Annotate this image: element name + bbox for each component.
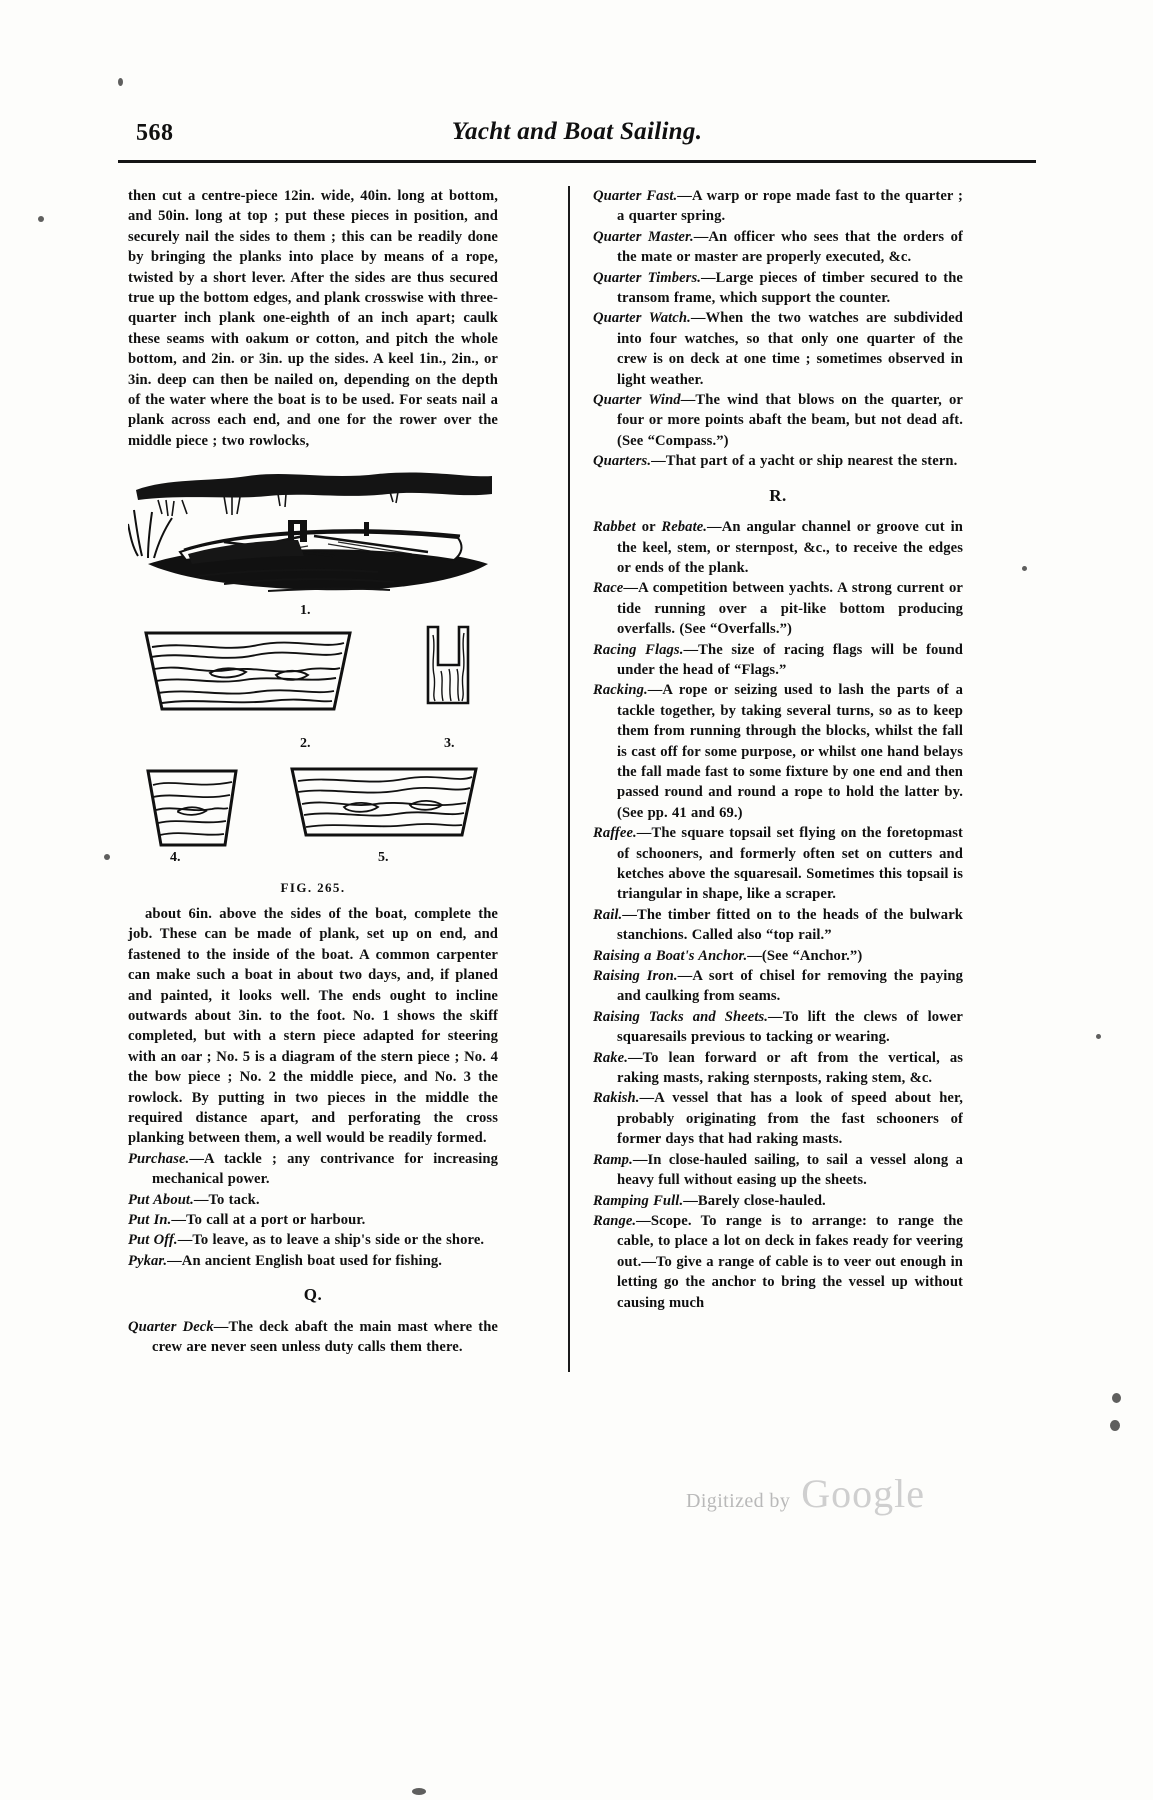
figure-4-and-5-diagrams bbox=[128, 765, 498, 867]
glossary-entry-quarter-watch bbox=[593, 308, 963, 390]
glossary-entry-quarters bbox=[593, 451, 963, 471]
headword: Quarter Fast. bbox=[593, 188, 678, 204]
glossary-entry-raising-iron bbox=[593, 966, 963, 1007]
glossary-entry-put-about bbox=[128, 1190, 498, 1210]
definition: —Barely close-hauled. bbox=[683, 1192, 826, 1209]
figure-265 bbox=[128, 460, 498, 898]
page-header bbox=[118, 118, 1036, 164]
headword: Rail. bbox=[593, 906, 623, 923]
headword: Raising Tacks and Sheets. bbox=[593, 1008, 769, 1025]
headword: Ramp. bbox=[593, 1151, 633, 1168]
glossary-entry-ramping-full bbox=[593, 1191, 963, 1211]
glossary-entry-racing-flags bbox=[593, 640, 963, 681]
glossary-entry-rakish bbox=[593, 1088, 963, 1149]
headword: Range. bbox=[593, 1212, 637, 1229]
google-books-watermark bbox=[686, 1470, 1006, 1530]
definition: —A competition between yachts. A strong current or tide running over a pit-like bottom producing overfalls. (See “Overfalls.”) bbox=[617, 580, 963, 638]
figure-2-and-3-diagrams bbox=[128, 625, 498, 737]
definition: —That part of a yacht or ship nearest the stern. bbox=[651, 453, 958, 470]
right-column bbox=[593, 186, 963, 1313]
glossary-entry-quarter-timbers bbox=[593, 268, 963, 309]
glossary-entry-ramp bbox=[593, 1150, 963, 1191]
section-heading-r: R. bbox=[769, 485, 787, 505]
figure-number-3: 3. bbox=[444, 736, 455, 752]
scan-speck bbox=[412, 1788, 426, 1795]
glossary-entry-racking bbox=[593, 680, 963, 823]
skiff-woodcut-illustration bbox=[128, 460, 498, 600]
headword: Rake. bbox=[593, 1049, 628, 1066]
glossary-entry-rake bbox=[593, 1048, 963, 1089]
definition: —To call at a port or harbour. bbox=[171, 1212, 366, 1228]
headword: Put Off. bbox=[128, 1232, 178, 1249]
glossary-entry-purchase bbox=[128, 1149, 498, 1190]
headword: Rakish. bbox=[593, 1090, 640, 1107]
definition: —The square topsail set flying on the foretopmast of schooners, and formerly often set on cutters and ketches above the squaresail. Sometimes this topsail is triangular in shape, like a scraper. bbox=[617, 825, 963, 903]
watermark-google-logo: Google bbox=[801, 1471, 925, 1516]
glossary-entry-put-in bbox=[128, 1210, 498, 1230]
headword: Raffee. bbox=[593, 825, 637, 842]
headword: Pykar. bbox=[128, 1252, 168, 1269]
definition: —An officer who sees that the orders of the mate or master are properly executed, &c. bbox=[617, 228, 964, 266]
definition: —A tackle ; any contrivance for increasing mechanical power. bbox=[152, 1150, 498, 1188]
definition: —The wind that blows on the quarter, or four or more points abaft the beam, but not dead aft. (See “Compass.”) bbox=[617, 392, 963, 449]
scan-speck bbox=[104, 854, 110, 860]
headword: Racing Flags. bbox=[593, 641, 684, 658]
definition: —To lean forward or aft from the vertical, as raking masts, raking sternposts, raking stem, &c. bbox=[617, 1049, 963, 1087]
glossary-entry-quarter-wind bbox=[593, 390, 963, 451]
glossary-entry-rail bbox=[593, 905, 963, 946]
glossary-entry-quarter-master bbox=[593, 227, 963, 268]
glossary-entry-rabbet bbox=[593, 517, 963, 578]
figure-number-1: 1. bbox=[300, 603, 311, 619]
definition: —To tack. bbox=[193, 1191, 260, 1208]
definition: —The timber fitted on to the heads of the bulwark stanchions. Called also “top rail.” bbox=[617, 906, 963, 944]
glossary-entry-raffee bbox=[593, 823, 963, 905]
definition: —Large pieces of timber secured to the transom frame, which support the counter. bbox=[617, 269, 963, 307]
definition: —(See “Anchor.”) bbox=[747, 947, 863, 964]
definition: —To leave, as to leave a ship's side or the shore. bbox=[177, 1232, 485, 1249]
headword: Put In. bbox=[128, 1212, 172, 1228]
definition: —Scope. To range is to arrange: to range the cable, to place a lot on deck in fakes ready for veering out.—To give a range of cable is to veer out enough in letting go the anchor to bring the vessel up without causing much bbox=[617, 1212, 963, 1311]
headword: Ramping Full. bbox=[593, 1192, 684, 1209]
glossary-entry-raising-a-boats-anchor bbox=[593, 946, 963, 966]
headword: Quarter Watch. bbox=[593, 310, 691, 327]
headword: Purchase. bbox=[128, 1150, 190, 1167]
watermark-digitized-by: Digitized by bbox=[686, 1490, 791, 1512]
column-divider bbox=[568, 186, 570, 1372]
glossary-entry-range bbox=[593, 1211, 963, 1313]
headword-conjunction: or bbox=[635, 519, 662, 536]
scan-speck bbox=[118, 78, 123, 86]
headword: Race bbox=[593, 580, 624, 597]
headword: Quarter Deck bbox=[128, 1318, 214, 1335]
headword: Quarters. bbox=[593, 453, 652, 470]
headword: Racking. bbox=[593, 682, 648, 699]
headword: Quarter Wind bbox=[593, 392, 681, 409]
headword: Raising Iron. bbox=[593, 968, 678, 985]
scan-speck bbox=[1022, 566, 1027, 571]
scan-speck bbox=[1096, 1034, 1101, 1039]
glossary-entry-pykar bbox=[128, 1251, 498, 1271]
headword: Put About. bbox=[128, 1191, 194, 1208]
definition: —The deck abaft the main mast where the crew are never seen unless duty calls them there. bbox=[152, 1318, 499, 1356]
definition: —To lift the clews of lower squaresails previous to tacking or wearing. bbox=[617, 1008, 963, 1046]
figure-number-4: 4. bbox=[170, 850, 181, 866]
definition: —An angular channel or groove cut in the keel, stem, or sternpost, &c., to receive the edges or ends of the plank. bbox=[617, 519, 963, 576]
figure-caption: FIG. 265. bbox=[280, 879, 346, 895]
definition: —In close-hauled sailing, to sail a vessel along a heavy full without easing up the sheets. bbox=[617, 1151, 963, 1189]
glossary-entry-quarter-deck bbox=[128, 1317, 498, 1358]
running-title: Yacht and Boat Sailing. bbox=[451, 118, 703, 145]
headword: Rabbet bbox=[593, 519, 636, 536]
left-column bbox=[128, 186, 498, 1357]
definition: —When the two watches are subdivided into four watches, so that only one quarter of the crew is on deck at one time ; sometimes observed in light weather. bbox=[617, 310, 963, 388]
glossary-entry-put-off bbox=[128, 1230, 498, 1250]
section-heading-q: Q. bbox=[303, 1285, 323, 1305]
glossary-entry-quarter-fast bbox=[593, 186, 963, 227]
headword: Raising a Boat's Anchor. bbox=[593, 947, 748, 964]
headword: Quarter Master. bbox=[593, 228, 694, 245]
header-rule bbox=[118, 160, 1036, 163]
definition: —A sort of chisel for removing the paying and caulking from seams. bbox=[617, 968, 963, 1005]
scan-speck bbox=[38, 216, 44, 222]
headword-alt: Rebate. bbox=[661, 519, 708, 536]
definition: —The size of racing flags will be found under the head of “Flags.” bbox=[617, 641, 964, 678]
definition: —An ancient English boat used for fishing. bbox=[167, 1252, 443, 1269]
after-figure-paragraph: about 6in. above the sides of the boat, complete the job. These can be made of plank, set up on end, and fastened to the inside of the boat. A common carpenter can make such a boat in about two days, and, if planed and painted, it looks well. The ends ought to incline outwards about 3in. to the foot. No. 1 shows the skiff completed, but with a stern piece adapted for steering with an oar ; No. 5 is a diagram of the stern piece ; No. 4 the bow piece ; No. 2 the middle piece, and No. 3 the rowlock. By putting in two pieces in the middle the required distance apart, and perforating the cross planking between them, a well would be readily formed. bbox=[128, 905, 498, 1147]
scan-speck bbox=[1112, 1393, 1121, 1403]
figure-number-5: 5. bbox=[378, 850, 389, 866]
page-number: 568 bbox=[136, 120, 174, 146]
continuation-paragraph: then cut a centre-piece 12in. wide, 40in. long at bottom, and 50in. long at top ; put these pieces in position, and securely nail the sides to them ; this can be readily done by bringing the planks into place by means of a rope, twisted by a short lever. After the sides are thus secured true up the bottom edges, and plank crosswise with three-quarter inch plank one-eighth of an inch apart; caulk these seams with oakum or cotton, and pitch the whole bottom, and 2in. or 3in. up the sides. A keel 1in., 2in., or 3in. deep can then be nailed on, depending on the depth of the water where the boat is to be used. For seats nail a plank across each end, and one for the rower over the middle piece ; two rowlocks, bbox=[128, 188, 498, 449]
definition: —A vessel that has a look of speed about her, probably originating from the fast schooners of former days that had raking masts. bbox=[617, 1090, 963, 1148]
definition: —A warp or rope made fast to the quarter ; a quarter spring. bbox=[617, 188, 963, 225]
headword: Quarter Timbers. bbox=[593, 269, 701, 286]
glossary-entry-raising-tacks-and-sheets bbox=[593, 1007, 963, 1048]
glossary-entry-race bbox=[593, 578, 963, 639]
scan-speck bbox=[1110, 1420, 1120, 1431]
definition: —A rope or seizing used to lash the parts of a tackle together, by taking several turns, so as to keep them from running through the blocks, whilst the fall is cast off for some purpose, or whilst one hand belays the fall made fast to some fixture by one end and then passed round and round a rope to hold the latter by. (See pp. 41 and 69.) bbox=[617, 682, 963, 821]
figure-number-2: 2. bbox=[300, 736, 311, 752]
